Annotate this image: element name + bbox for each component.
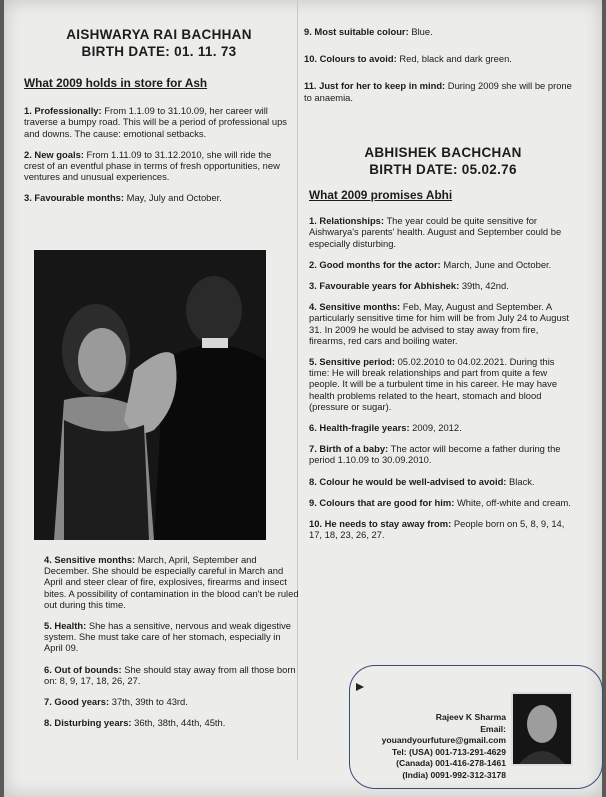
contact-name: Rajeev K Sharma [435,712,506,722]
arrow-icon [355,682,365,692]
abhi-heading: What 2009 promises Abhi [309,188,453,202]
ash-item-7: 7. Good years: 37th, 39th to 43rd. [44,696,188,708]
abhi-item-10: 10. He needs to stay away from: People born on 5, 8, 9, 14, 17, 18, 23, 26, 27. [309,518,565,541]
ash-item-1: 1. Professionally: From 1.1.09 to 31.10.09, her career will traverse a bumpy road. This will be a period of professional ups and downs. The cause: emotional setbacks. [24,105,287,139]
paper-sheet [4,0,602,797]
contact-email: Email: youandyourfuture@gmail.com [381,723,506,745]
abhi-item-3: 3. Favourable years for Abhishek: 39th, 42nd. [309,280,509,292]
abhi-item-6: 6. Health-fragile years: 2009, 2012. [309,422,462,434]
abhi-section [309,144,577,550]
abhi-item-4: 4. Sensitive months: Feb, May, August and September. A particularly sensitive time for him will be from July 24 to August 31. In 2009 he would be advised to stay away from fire, firearms, red cars and boiling water. [309,301,569,346]
abhi-birth-date: BIRTH DATE: 05.02.76 [369,162,517,177]
contact-block [354,712,506,781]
ash-item-5: 5. Health: She has a sensitive, nervous and weak digestive system. She must take care of her stomach, especially in April 09. [44,620,292,654]
contact-usa: Tel: (USA) 001-713-291-4629 [391,746,506,757]
ash-item-6: 6. Out of bounds: She should stay away from all those born on: 8, 9, 17, 18, 26, 27. [44,663,296,686]
ash-item-2: 2. New goals: From 1.11.09 to 31.12.2010, she will ride the crest of an eventful phase in terms of fresh opportunities, new ventures and unusual experiences. [24,148,280,183]
abhi-item-9: 9. Colours that are good for him: White, off-white and cream. [309,496,571,508]
ash-item-9: 9. Most suitable colour: Blue. [304,26,433,37]
contact-india: (India) 0091-992-312-3178 [402,769,506,780]
abhi-name: ABHISHEK BACHCHAN [364,145,522,160]
couple-photo [34,250,266,540]
ash-item-10: 10. Colours to avoid: Red, black and dark green. [304,53,512,65]
abhi-item-1: 1. Relationships: The year could be quite sensitive for Aishwarya's parents' health. August and September could be especially disturbing. [309,215,562,249]
abhi-item-8: 8. Colour he would be well-advised to avoid: Black. [309,475,535,487]
contact-canada: (Canada) 001-416-278-1461 [396,758,506,768]
ash-section-right [304,26,576,113]
ash-item-4: 4. Sensitive months: March, April, September and December. She should be especially careful in March and April and steer clear of fire, explosives, firearms and insect bites. A possibility of contamination in the blood can't be ruled out during this time. [44,554,299,610]
ash-name: AISHWARYA RAI BACHHAN [66,27,252,42]
abhi-item-5: 5. Sensitive period: 05.02.2010 to 04.02.2021. During this time: He will break relationships and part from quite a few people. It will be a turbulent time in his career. He may have health problems related to the heart, stomach and blood (pressure or sugar). [309,356,558,412]
ash-item-11: 11. Just for her to keep in mind: During 2009 she will be prone to anaemia. [304,80,572,103]
ash-birth-date: BIRTH DATE: 01. 11. 73 [81,44,237,59]
ash-item-8: 8. Disturbing years: 36th, 38th, 44th, 45th. [44,717,226,729]
abhi-item-7: 7. Birth of a baby: The actor will become a father during the period 1.10.09 to 30.09.2010. [309,443,561,466]
author-photo [511,692,573,766]
ash-heading: What 2009 holds in store for Ash [24,76,208,90]
abhi-item-2: 2. Good months for the actor: March, June and October. [309,258,552,270]
ash-item-3: 3. Favourable months: May, July and October. [24,192,222,204]
ash-section-lower [44,554,300,738]
ash-section [24,26,294,214]
